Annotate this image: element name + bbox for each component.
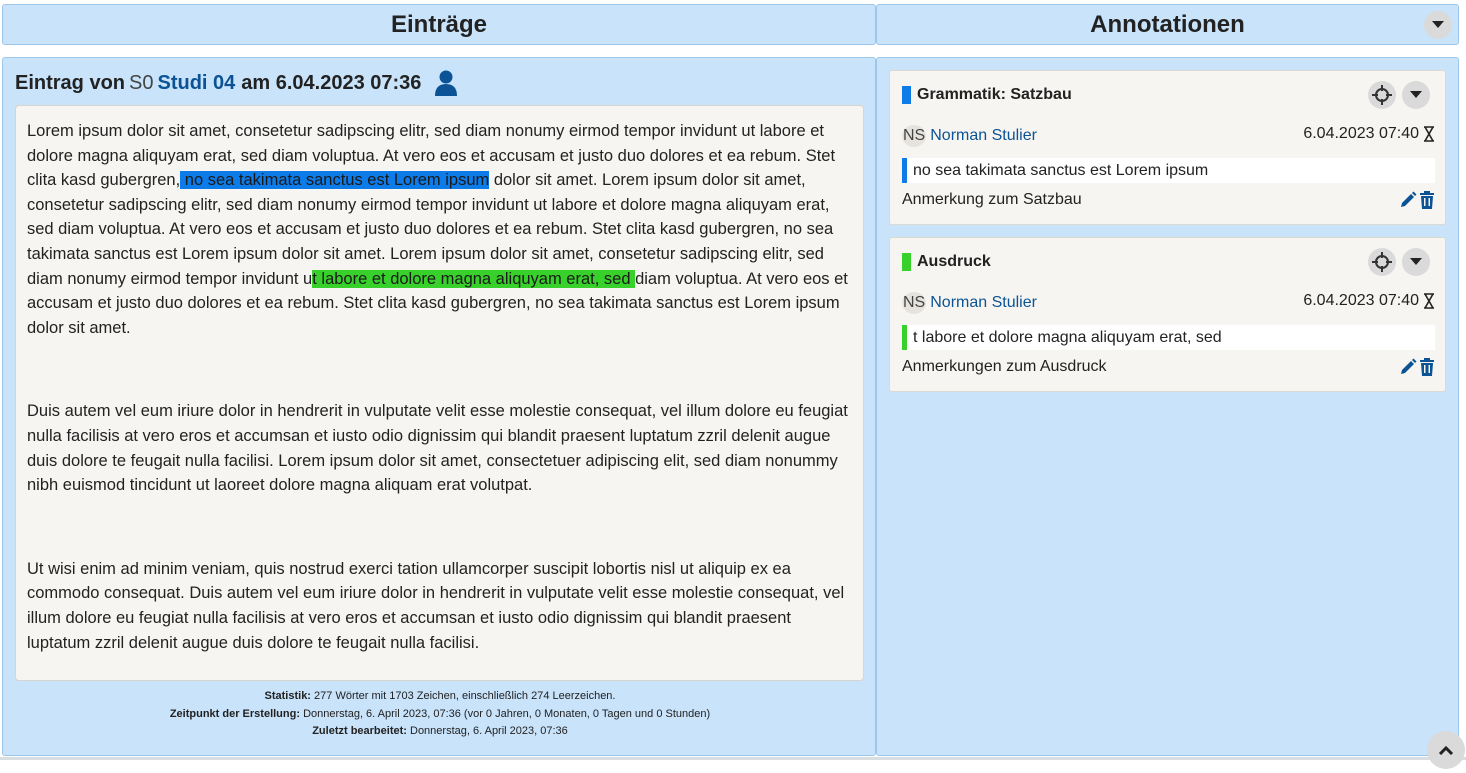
annotation-quote: no sea takimata sanctus est Lorem ipsum: [902, 158, 1435, 183]
entry-panel: [2, 57, 876, 756]
annotation-quote: t labore et dolore magna aliquyam erat, sed: [902, 325, 1435, 350]
user-link[interactable]: Norman Stulier: [930, 127, 1037, 144]
category-color: [902, 86, 911, 104]
trash-icon[interactable]: [1419, 191, 1435, 209]
stats-value: 277 Wörter mit 1703 Zeichen, einschließlich 274 Leerzeichen.: [314, 690, 616, 702]
date-text: 6.04.2023 07:40: [1303, 125, 1419, 142]
created-label: Zeitpunkt der Erstellung:: [169, 707, 301, 720]
entry-statistics: [3, 688, 877, 741]
user-icon[interactable]: [435, 70, 457, 96]
annotation-date: [1303, 292, 1435, 310]
created-value: Donnerstag, 6. April 2023, 07:36 (vor 0 Jahren, 0 Monaten, 0 Tagen und 0 Stunden): [303, 707, 711, 720]
annotations-collapse-button[interactable]: [1424, 11, 1452, 39]
annotation-category: [902, 86, 1072, 104]
author-link[interactable]: Studi 04: [157, 71, 236, 94]
entry-title-prefix: Eintrag von: [15, 71, 126, 94]
annotations-header-title: Annotationen: [1090, 10, 1245, 38]
hourglass-icon: [1423, 126, 1435, 142]
paragraph-text: diam voluptua. At vero eos et accusam et justo duo dolores et ea rebum. Stet clita kasd gubergren, no sea takimata sanctus est Lorem ipsum dolor sit amet.: [27, 269, 848, 337]
highlight-grammatik[interactable]: no sea takimata sanctus est Lorem ipsum: [180, 171, 490, 190]
entry-paragraph-2: Duis autem vel eum iriure dolor in hendrerit in vulputate velit esse molestie consequat, vel illum dolore eu feugiat nulla facilisis at vero eros et accumsan et iusto odio dignissim qui blandit praesent luptatum zzril delenit augue duis dolore te feugait nulla facilisi. Lorem ipsum dolor sit amet, consectetuer adipiscing elit, sed diam nonummy nibh euismod tincidunt ut laoreet dolore magna aliquam erat volutpat.: [27, 402, 848, 495]
bottom-divider: [0, 757, 1466, 760]
annotation-actions: [1399, 358, 1435, 376]
highlight-ausdruck[interactable]: t labore et dolore magna aliquyam erat, sed: [312, 269, 636, 288]
annotation-author: [902, 125, 1037, 147]
pencil-icon[interactable]: [1399, 191, 1417, 209]
scroll-to-top-button[interactable]: [1427, 731, 1465, 769]
edited-label: Zuletzt bearbeitet:: [312, 725, 407, 737]
trash-icon[interactable]: [1419, 358, 1435, 376]
category-label: Grammatik: Satzbau: [917, 86, 1072, 103]
crosshairs-icon: [1372, 252, 1392, 272]
caret-down-icon: [1410, 91, 1422, 99]
paragraph-text: dolor sit amet. Lorem ipsum dolor sit amet, consetetur sadipscing elitr, sed diam nonumy eirmod tempor invidunt ut labore et dolore magna aliquyam erat, sed diam voluptua. At vero eos et accusam et justo duo dolores et ea rebum. Stet clita kasd gubergren, no sea takimata sanctus est Lorem ipsum dolor sit amet. Lorem ipsum dolor sit amet, consetetur sadipscing elitr, sed diam nonumy eirmod tempor invidunt u: [27, 171, 834, 288]
edited-value: Donnerstag, 6. April 2023, 07:36: [410, 725, 568, 737]
crosshairs-icon: [1372, 85, 1392, 105]
entries-header-title: Einträge: [390, 10, 488, 38]
annotation-comment: Anmerkungen zum Ausdruck: [902, 358, 1107, 375]
entry-text[interactable]: [15, 105, 864, 681]
expand-button[interactable]: [1402, 248, 1430, 276]
annotation-card: [889, 237, 1446, 392]
annotation-comment: Anmerkung zum Satzbau: [902, 191, 1082, 208]
date-text: 6.04.2023 07:40: [1303, 292, 1419, 309]
stats-label: Statistik:: [264, 690, 311, 702]
author-initials: S0: [129, 71, 154, 94]
entry-paragraph-1: [27, 119, 852, 340]
annotations-header: [876, 4, 1459, 45]
caret-down-icon: [1432, 21, 1444, 29]
annotations-panel: [876, 57, 1459, 756]
annotation-date: [1303, 125, 1435, 143]
user-initials: NS: [902, 125, 926, 147]
paragraph-text: Lorem ipsum dolor sit amet, consetetur sadipscing elitr, sed diam nonumy eirmod tempor invidunt ut labore et dolore magna aliquyam erat, sed diam voluptua. At vero eos et accusam et justo duo dolores et ea rebum. Stet clita kasd gubergren,: [27, 122, 836, 190]
locate-button[interactable]: [1368, 248, 1396, 276]
category-color: [902, 253, 911, 271]
pencil-icon[interactable]: [1399, 358, 1417, 376]
entries-header: [2, 4, 876, 45]
caret-down-icon: [1410, 258, 1422, 266]
user-link[interactable]: Norman Stulier: [930, 294, 1037, 311]
annotation-author: [902, 292, 1037, 314]
locate-button[interactable]: [1368, 81, 1396, 109]
chevron-up-icon: [1438, 745, 1454, 755]
annotation-actions: [1399, 191, 1435, 209]
hourglass-icon: [1423, 293, 1435, 309]
entry-title-date: am 6.04.2023 07:36: [241, 71, 422, 94]
annotation-card: [889, 70, 1446, 225]
entry-title: [15, 70, 457, 96]
annotation-category: [902, 253, 991, 271]
expand-button[interactable]: [1402, 81, 1430, 109]
category-label: Ausdruck: [917, 253, 991, 270]
user-initials: NS: [902, 292, 926, 314]
entry-paragraph-3: Ut wisi enim ad minim veniam, quis nostrud exerci tation ullamcorper suscipit lobortis nisl ut aliquip ex ea commodo consequat. Duis autem vel eum iriure dolor in hendrerit in vulputate velit esse molestie consequat, vel illum dolore eu feugiat nulla facilisis at vero eros et accumsan et iusto odio dignissim qui blandit praesent luptatum zzril delenit augue duis dolore te feugait nulla facilisi.: [27, 559, 845, 652]
